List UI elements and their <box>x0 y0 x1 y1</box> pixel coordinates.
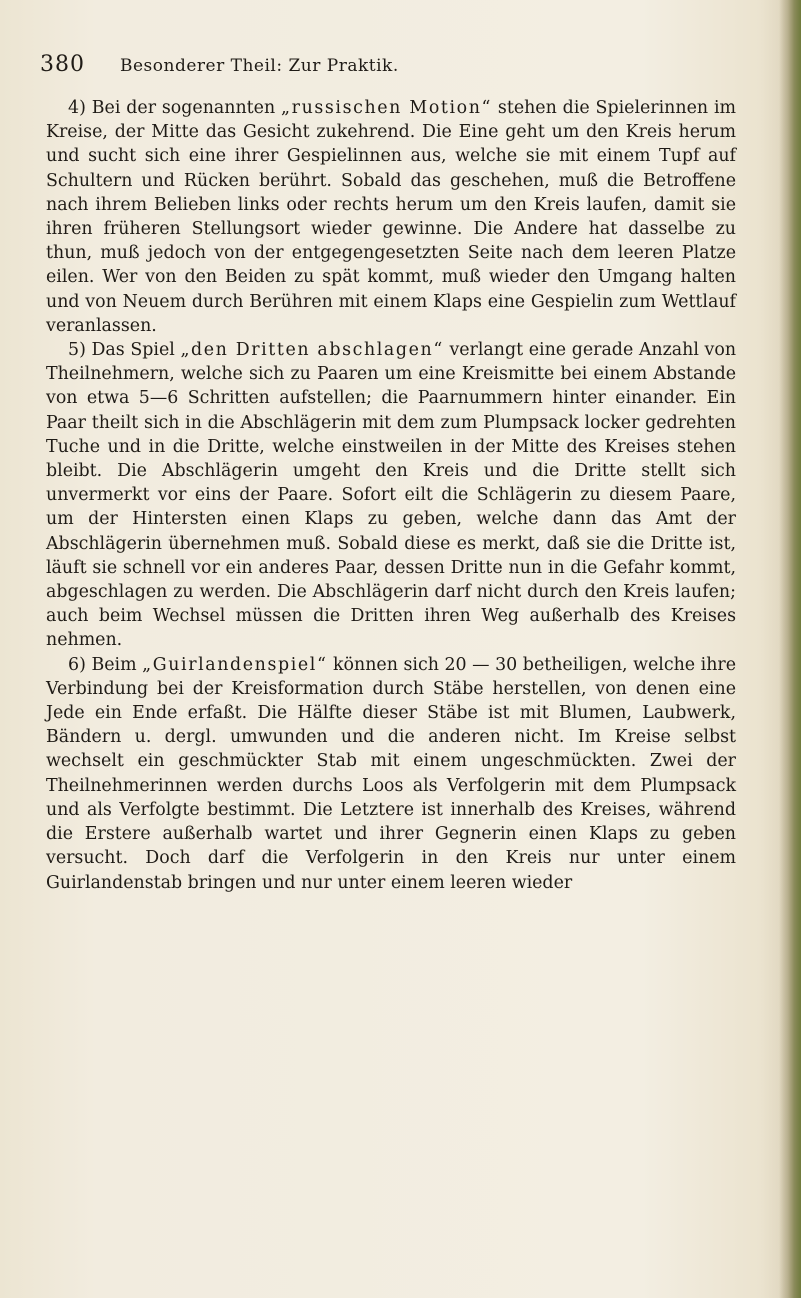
page-header <box>40 50 740 86</box>
page-edge-shadow <box>779 0 801 1298</box>
paragraph-lead: Das Spiel <box>91 340 175 361</box>
game-name-russische-motion: „russischen Motion“ <box>281 98 493 118</box>
paragraph-lead: Bei der sogenannten <box>91 98 276 118</box>
paragraph-lead: Beim <box>91 654 137 675</box>
paragraph-5 <box>46 338 736 653</box>
paragraph-text: stehen die Spielerinnen im Kreise, der Mitte das Gesicht zukehrend. Die Eine geht um den Kreis herum und sucht sich eine ihrer Gespielinnen aus, welche sie mit einem Tupf auf Schultern und Rücken berührt. Sobald das geschehen, muß die Betroffene nach ihrem Belieben links oder rechts herum um den Kreis laufen, damit sie ihren früheren Stellungsort wieder gewinne. Die Andere hat dasselbe zu thun, muß jedoch von der entgegengesetzten Seite nach dem leeren Platze eilen. Wer von den Beiden zu spät kommt, muß wieder den Umgang halten und von Neuem durch Berühren mit einem Klaps eine Gespielin zum Wettlauf veranlassen. <box>46 98 737 336</box>
paragraph-number: 4) <box>68 98 86 118</box>
paragraph-4 <box>46 96 736 338</box>
game-name-guirlandenspiel: „Guirlandenspiel“ <box>142 654 328 675</box>
paragraph-6 <box>46 653 736 895</box>
paragraph-number: 6) <box>68 654 86 675</box>
game-name-dritten-abschlagen: „den Dritten abschlagen“ <box>180 340 444 361</box>
running-head: Besonderer Theil: Zur Praktik. <box>120 56 399 76</box>
body-text <box>46 96 736 895</box>
page-number: 380 <box>40 52 85 77</box>
paragraph-text: können sich 20 — 30 betheiligen, welche ihre Verbindung bei der Kreisformation durch Stäbe herstellen, von denen eine Jede ein Ende erfaßt. Die Hälfte dieser Stäbe ist mit Blumen, Laubwerk, Bändern u. dergl. umwunden und die anderen nicht. Im Kreise selbst wechselt ein geschmückter Stab mit einem ungeschmückten. Zwei der Theilnehmerinnen werden durchs Loos als Verfolgerin mit dem Plumpsack und als Verfolgte bestimmt. Die Letztere ist innerhalb des Kreises, während die Erstere außerhalb wartet und ihrer Gegnerin einen Klaps zu geben versucht. Doch darf die Verfolgerin in den Kreis nur unter einem Guirlandenstab bringen und nur unter einem leeren wieder <box>46 654 737 893</box>
paragraph-number: 5) <box>68 340 86 361</box>
paragraph-text: verlangt eine gerade Anzahl von Theilnehmern, welche sich zu Paaren um eine Kreismitte bei einem Abstande von etwa 5—6 Schritten aufstellen; die Paarnummern hinter einander. Ein Paar theilt sich in die Abschlägerin mit dem zum Plumpsack locker gedrehten Tuche und in die Dritte, welche einstweilen in der Mitte des Kreises stehen bleibt. Die Abschlägerin umgeht den Kreis und die Dritte stellt sich unvermerkt vor eins der Paare. Sofort eilt die Schlägerin zu diesem Paare, um der Hintersten einen Klaps zu geben, welche dann das Amt der Abschlägerin übernehmen muß. Sobald diese es merkt, daß sie die Dritte ist, läuft sie schnell vor ein anderes Paar, dessen Dritte nun in die Gefahr kommt, abgeschlagen zu werden. Die Abschlägerin darf nicht durch den Kreis laufen; auch beim Wechsel müssen die Dritten ihren Weg außerhalb des Kreises nehmen. <box>46 340 737 651</box>
